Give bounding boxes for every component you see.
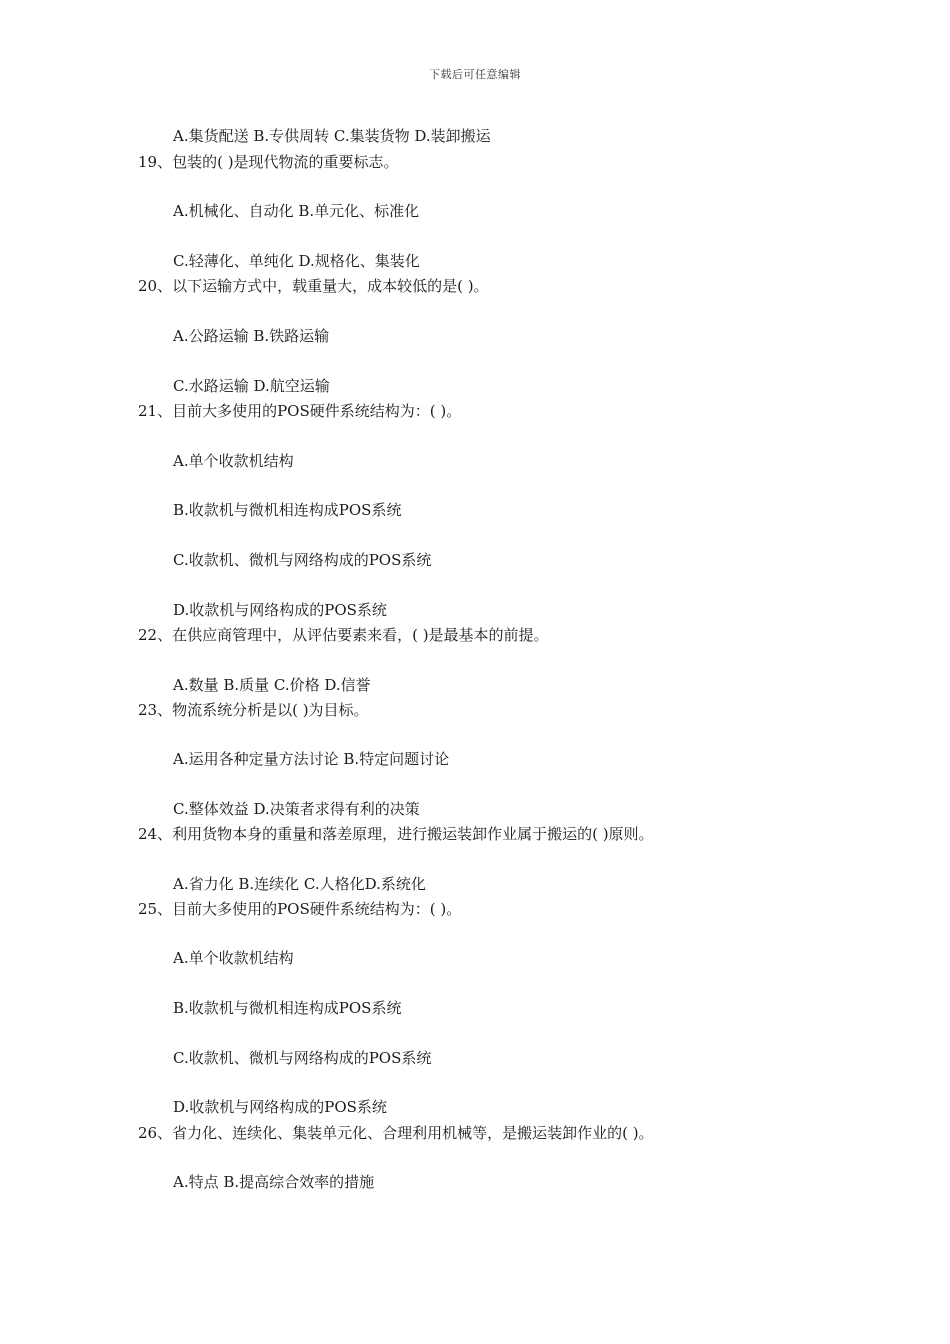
option-line: A.公路运输 B.铁路运输	[173, 327, 330, 345]
question-26: 26、省力化、连续化、集装单元化、合理利用机械等，是搬运装卸作业的( )。	[138, 1124, 654, 1142]
option-line: D.收款机与网络构成的POS系统	[173, 1098, 387, 1116]
option-line: A.数量 B.质量 C.价格 D.信誉	[173, 676, 371, 694]
question-25: 25、目前大多使用的POS硬件系统结构为：( )。	[138, 900, 462, 918]
option-line: C.整体效益 D.决策者求得有利的决策	[173, 800, 420, 818]
option-line: A.运用各种定量方法讨论 B.特定问题讨论	[173, 750, 450, 768]
option-line: A.集货配送 B.专供周转 C.集装货物 D.装卸搬运	[173, 127, 491, 145]
option-line: A.单个收款机结构	[173, 452, 294, 470]
option-line: B.收款机与微机相连构成POS系统	[173, 999, 402, 1017]
option-line: C.轻薄化、单纯化 D.规格化、集装化	[173, 252, 420, 270]
option-line: A.机械化、自动化 B.单元化、标准化	[173, 202, 420, 220]
option-line: C.收款机、微机与网络构成的POS系统	[173, 1049, 432, 1067]
option-line: B.收款机与微机相连构成POS系统	[173, 501, 402, 519]
option-line: A.省力化 B.连续化 C.人格化D.系统化	[173, 875, 426, 893]
option-line: C.水路运输 D.航空运输	[173, 377, 330, 395]
option-line: A.单个收款机结构	[173, 949, 294, 967]
page-header-note: 下载后可任意编辑	[429, 68, 521, 81]
option-line: D.收款机与网络构成的POS系统	[173, 601, 387, 619]
question-19: 19、包装的( )是现代物流的重要标志。	[138, 153, 399, 171]
question-20: 20、以下运输方式中，载重量大，成本较低的是( )。	[138, 277, 489, 295]
option-line: A.特点 B.提高综合效率的措施	[173, 1173, 375, 1191]
question-23: 23、物流系统分析是以( )为目标。	[138, 701, 369, 719]
option-line: C.收款机、微机与网络构成的POS系统	[173, 551, 432, 569]
question-22: 22、在供应商管理中，从评估要素来看，( )是最基本的前提。	[138, 626, 549, 644]
question-24: 24、利用货物本身的重量和落差原理，进行搬运装卸作业属于搬运的( )原则。	[138, 825, 654, 843]
question-21: 21、目前大多使用的POS硬件系统结构为：( )。	[138, 402, 462, 420]
